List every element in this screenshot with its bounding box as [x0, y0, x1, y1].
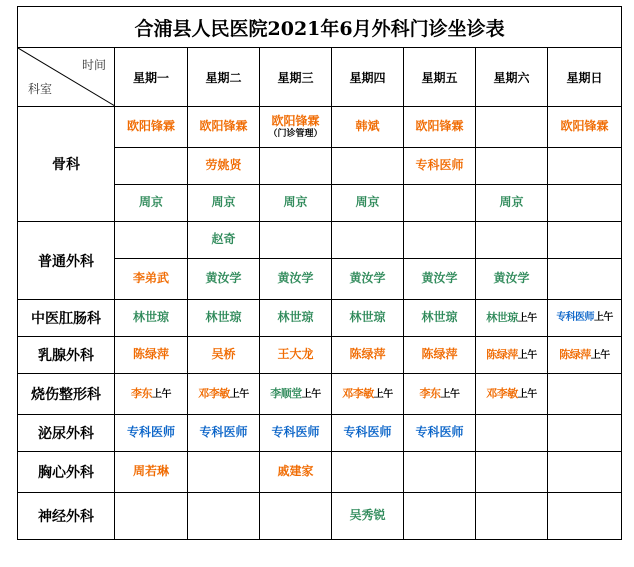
cell: 专科医师: [260, 415, 332, 452]
day-header-sun: 星期日: [548, 48, 622, 107]
cell: 周若琳: [115, 452, 188, 493]
dept-burns-plastic: 烧伤整形科: [18, 374, 115, 415]
cell: 欧阳锋霖: [115, 107, 188, 148]
cell: [115, 374, 188, 415]
schedule-table: [17, 6, 622, 540]
cell: 劳姚贤: [188, 148, 260, 185]
cell: [260, 493, 332, 540]
cell: [476, 452, 548, 493]
cell: 周京: [188, 185, 260, 222]
cell: 林世琼: [404, 300, 476, 337]
doctor-name: 欧阳锋霖: [271, 113, 320, 128]
cell: [115, 493, 188, 540]
cell: [332, 148, 404, 185]
cell: 吴桥: [188, 337, 260, 374]
cell: 欧阳锋霖: [404, 107, 476, 148]
cell: [332, 374, 404, 415]
cell: [548, 337, 622, 374]
cell: 欧阳锋霖: [188, 107, 260, 148]
corner-header: [18, 48, 115, 107]
cell: [548, 300, 622, 337]
cell: [115, 148, 188, 185]
corner-time-label: 时间: [81, 58, 106, 72]
corner-dept-label: 科室: [28, 82, 53, 96]
cell: [476, 148, 548, 185]
morning-note: 上午: [373, 388, 393, 400]
cell: [188, 452, 260, 493]
morning-note: 上午: [517, 349, 537, 361]
cell: 欧阳锋霖: [548, 107, 622, 148]
dept-tcm-anorectal: 中医肛肠科: [18, 300, 115, 337]
day-header-tue: 星期二: [188, 48, 260, 107]
dept-orthopedics: 骨科: [18, 107, 115, 222]
cell: [332, 222, 404, 259]
doctor-name: 林世琼: [486, 310, 518, 324]
doctor-name: 邓李敏: [486, 386, 518, 400]
cell: [548, 185, 622, 222]
cell: [115, 222, 188, 259]
cell: [260, 107, 332, 148]
cell: 周京: [115, 185, 188, 222]
table-title: 合浦县人民医院2021年6月外科门诊坐诊表: [18, 7, 622, 48]
morning-note: 上午: [517, 388, 537, 400]
day-header-thu: 星期四: [332, 48, 404, 107]
cell: [476, 300, 548, 337]
cell: [404, 452, 476, 493]
cell: 专科医师: [404, 148, 476, 185]
day-header-sat: 星期六: [476, 48, 548, 107]
cell: [548, 493, 622, 540]
cell: 专科医师: [188, 415, 260, 452]
cell: 韩斌: [332, 107, 404, 148]
cell: [476, 337, 548, 374]
cell: 林世琼: [188, 300, 260, 337]
morning-note: 上午: [152, 388, 171, 400]
cell: [260, 222, 332, 259]
cell: [188, 493, 260, 540]
cell: 王大龙: [260, 337, 332, 374]
cell: 陈绿萍: [115, 337, 188, 374]
cell: 专科医师: [404, 415, 476, 452]
cell: [476, 415, 548, 452]
cell: [260, 148, 332, 185]
doctor-name: 李顺堂: [270, 386, 302, 400]
cell: [548, 259, 622, 300]
cell: [404, 493, 476, 540]
cell: 黄汝学: [260, 259, 332, 300]
doctor-name: 陈绿萍: [486, 347, 518, 361]
cell: [188, 374, 260, 415]
cell: [404, 222, 476, 259]
dept-neurosurgery: 神经外科: [18, 493, 115, 540]
doctor-name: 邓李敏: [342, 386, 374, 400]
cell: 吴秀锐: [332, 493, 404, 540]
morning-note: 上午: [301, 388, 321, 400]
morning-note: 上午: [229, 388, 249, 400]
cell: 专科医师: [332, 415, 404, 452]
doctor-name: 李东: [419, 386, 441, 400]
cell: 陈绿萍: [332, 337, 404, 374]
cell: [476, 107, 548, 148]
schedule-page: [17, 6, 621, 540]
cell: [332, 452, 404, 493]
dept-urology: 泌尿外科: [18, 415, 115, 452]
morning-note: 上午: [440, 388, 460, 400]
cell: 林世琼: [260, 300, 332, 337]
cell: [476, 222, 548, 259]
cell: 林世琼: [332, 300, 404, 337]
doctor-name: 李东: [131, 386, 152, 400]
cell: [476, 493, 548, 540]
cell: [404, 374, 476, 415]
cell: 黄汝学: [476, 259, 548, 300]
dept-breast-surgery: 乳腺外科: [18, 337, 115, 374]
cell: 黄汝学: [332, 259, 404, 300]
day-header-fri: 星期五: [404, 48, 476, 107]
cell: [548, 415, 622, 452]
cell: 戚建家: [260, 452, 332, 493]
cell: [548, 374, 622, 415]
cell: 周京: [260, 185, 332, 222]
cell: 黄汝学: [188, 259, 260, 300]
morning-note: 上午: [593, 312, 613, 324]
day-header-wed: 星期三: [260, 48, 332, 107]
morning-note: 上午: [590, 349, 610, 361]
cell: [548, 148, 622, 185]
cell: 周京: [332, 185, 404, 222]
dept-cardiothoracic: 胸心外科: [18, 452, 115, 493]
dept-general-surgery: 普通外科: [18, 222, 115, 300]
doctor-note: （门诊管理）: [268, 128, 323, 139]
cell: [548, 452, 622, 493]
cell: 周京: [476, 185, 548, 222]
morning-note: 上午: [517, 312, 537, 324]
doctor-name: 邓李敏: [198, 386, 230, 400]
day-header-mon: 星期一: [115, 48, 188, 107]
cell: [404, 185, 476, 222]
cell: 黄汝学: [404, 259, 476, 300]
cell: 陈绿萍: [404, 337, 476, 374]
cell: 专科医师: [115, 415, 188, 452]
cell: 李弟武: [115, 259, 188, 300]
cell: [476, 374, 548, 415]
cell: [548, 222, 622, 259]
cell: 赵奇: [188, 222, 260, 259]
doctor-name: 专科医师: [556, 312, 594, 324]
doctor-name: 陈绿萍: [559, 347, 591, 361]
cell: [260, 374, 332, 415]
cell: 林世琼: [115, 300, 188, 337]
